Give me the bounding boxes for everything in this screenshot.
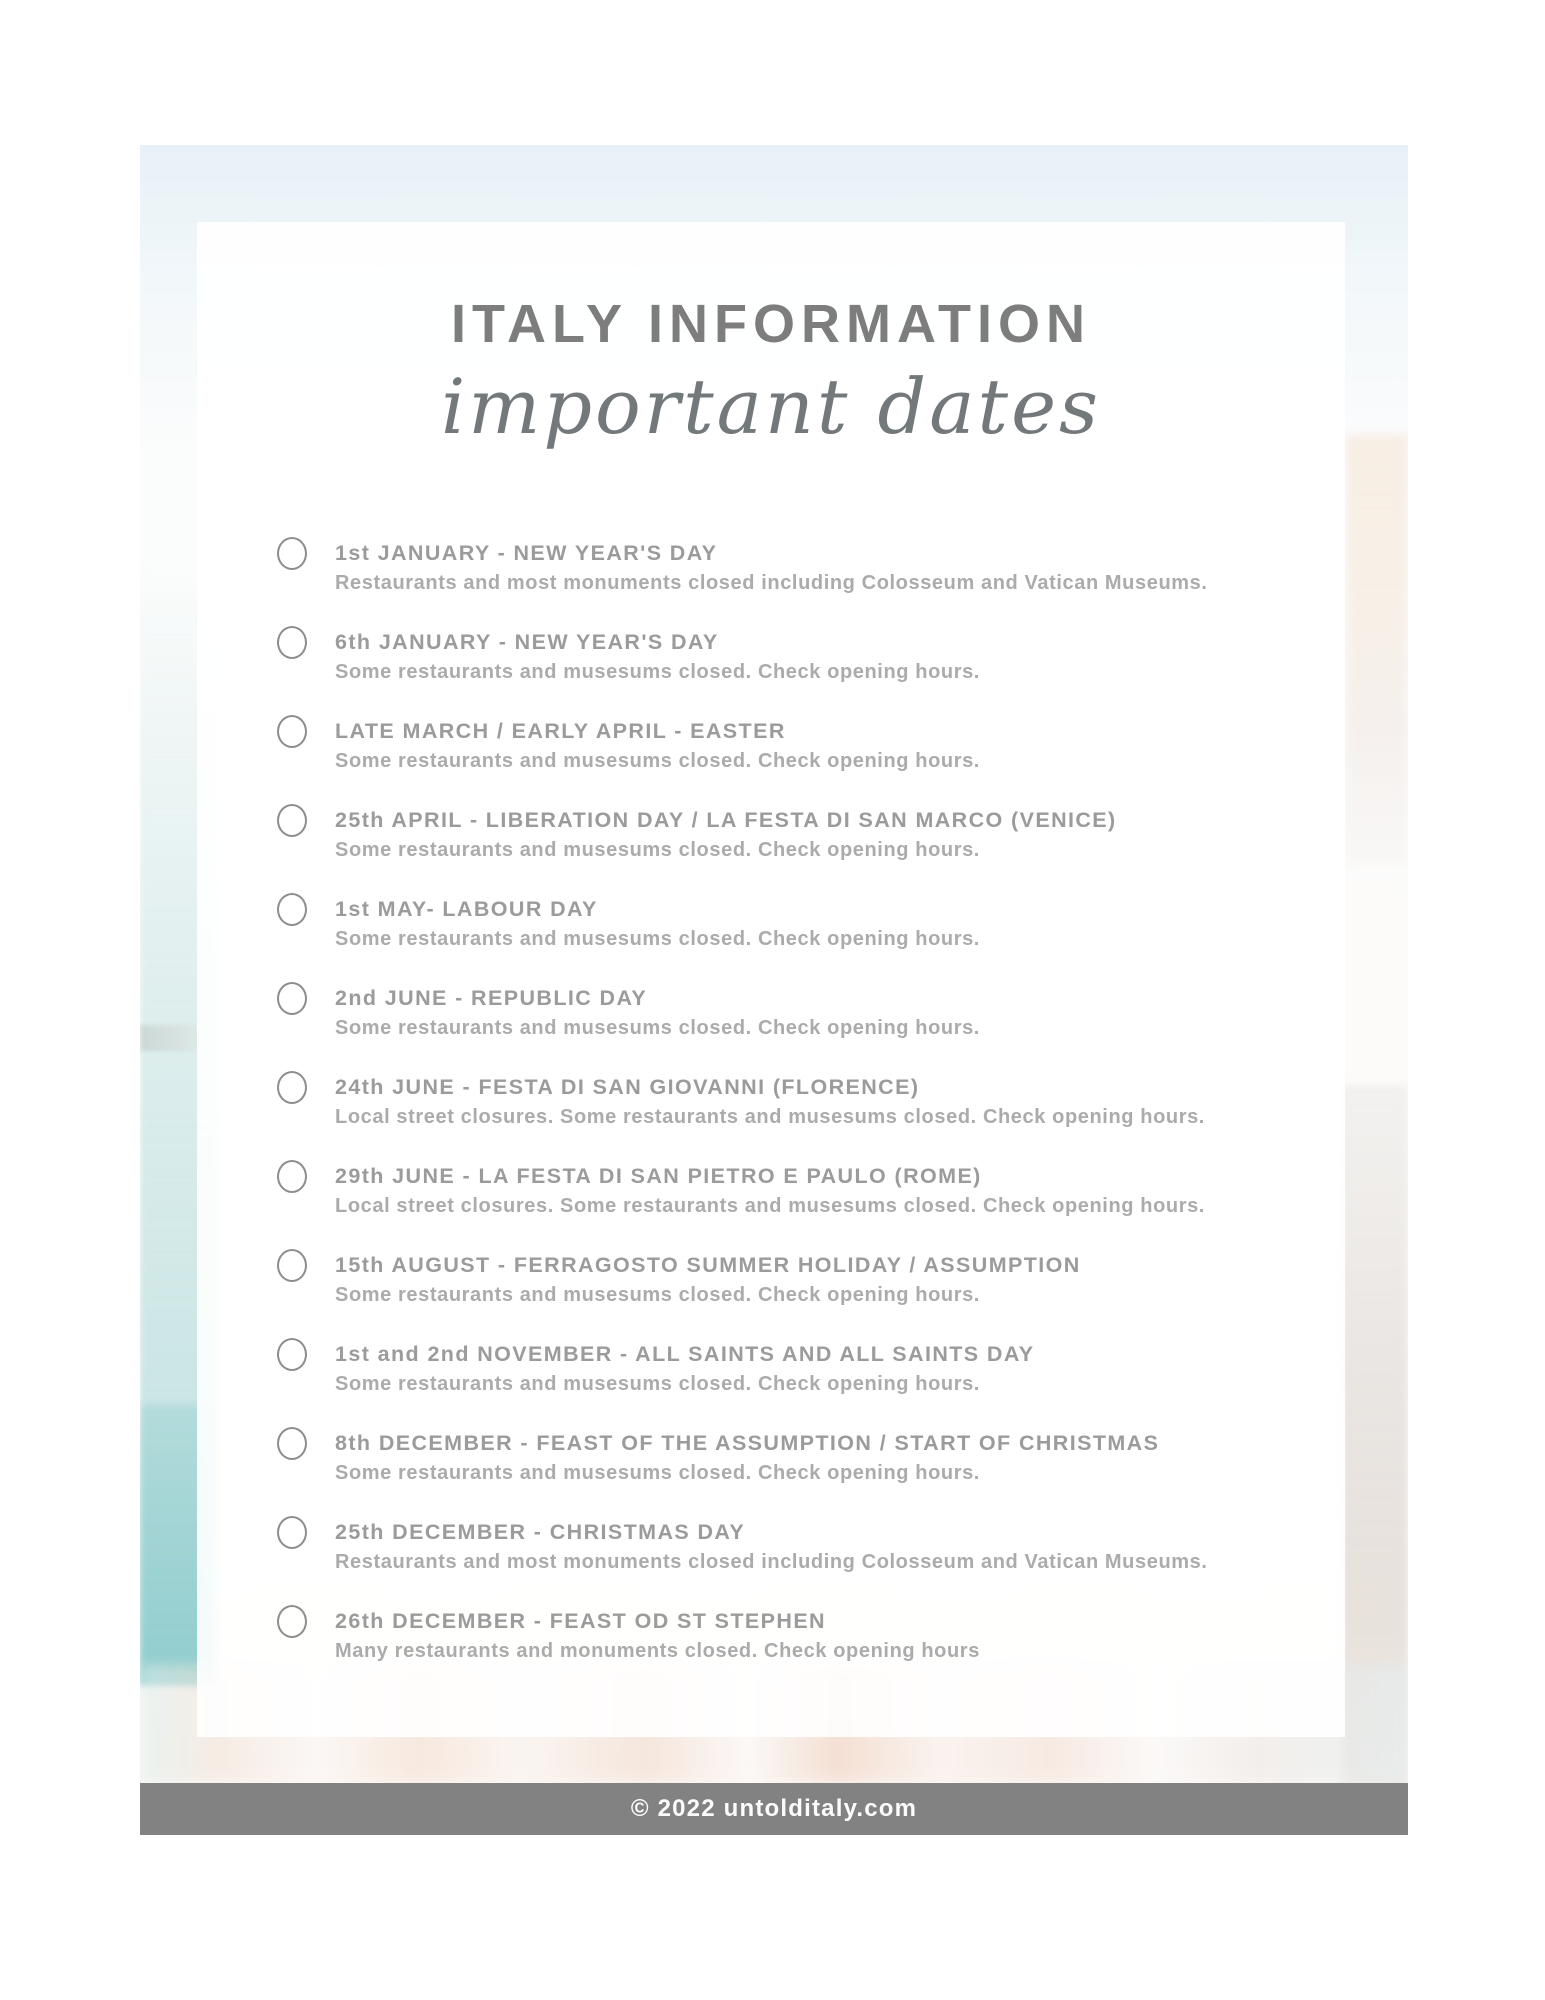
date-note: Some restaurants and musesums closed. Check opening hours.: [335, 839, 980, 861]
footer-bar: [140, 1783, 1408, 1835]
checkbox-circle[interactable]: [277, 715, 307, 748]
coastal-buildings-decor: [1346, 435, 1408, 865]
date-label: 25th DECEMBER - CHRISTMAS DAY: [335, 1520, 746, 1544]
date-label: 29th JUNE - LA FESTA DI SAN PIETRO E PAULO (ROME): [335, 1164, 982, 1188]
copyright-text: © 2022 untolditaly.com: [630, 1795, 918, 1822]
list-item: [277, 1163, 1345, 1220]
list-item: [277, 1519, 1345, 1576]
date-label: 26th DECEMBER - FEAST OD ST STEPHEN: [335, 1609, 826, 1633]
checkbox-circle[interactable]: [277, 1071, 307, 1104]
list-item: [277, 985, 1345, 1042]
list-item: [277, 1608, 1345, 1665]
date-label: 2nd JUNE - REPUBLIC DAY: [335, 986, 648, 1010]
date-note: Local street closures. Some restaurants and musesums closed. Check opening hours.: [335, 1195, 1205, 1217]
date-note: Some restaurants and musesums closed. Check opening hours.: [335, 1284, 980, 1306]
date-note: Some restaurants and musesums closed. Check opening hours.: [335, 1462, 980, 1484]
list-item: [277, 1252, 1345, 1309]
checkbox-circle[interactable]: [277, 1516, 307, 1549]
date-note: Many restaurants and monuments closed. Check opening hours: [335, 1640, 980, 1662]
date-note: Local street closures. Some restaurants and musesums closed. Check opening hours.: [335, 1106, 1205, 1128]
date-note: Some restaurants and musesums closed. Check opening hours.: [335, 1373, 980, 1395]
list-item: [277, 1341, 1345, 1398]
checkbox-circle[interactable]: [277, 1249, 307, 1282]
bell-tower-decor: [1342, 1085, 1408, 1785]
list-item: [277, 807, 1345, 864]
checkbox-circle[interactable]: [277, 1338, 307, 1371]
date-label: 24th JUNE - FESTA DI SAN GIOVANNI (FLORENCE): [335, 1075, 920, 1099]
checkbox-circle[interactable]: [277, 804, 307, 837]
list-item: [277, 1430, 1345, 1487]
content-panel: [197, 222, 1345, 1737]
date-note: Some restaurants and musesums closed. Check opening hours.: [335, 661, 980, 683]
checkbox-circle[interactable]: [277, 1160, 307, 1193]
date-label: 8th DECEMBER - FEAST OF THE ASSUMPTION / START OF CHRISTMAS: [335, 1431, 1160, 1455]
page-title: ITALY INFORMATION: [451, 294, 1091, 354]
background-photo: [140, 145, 1408, 1835]
list-item: [277, 896, 1345, 953]
list-item: [277, 629, 1345, 686]
checkbox-circle[interactable]: [277, 893, 307, 926]
checkbox-circle[interactable]: [277, 626, 307, 659]
list-item: [277, 540, 1345, 597]
date-label: LATE MARCH / EARLY APRIL - EASTER: [335, 719, 786, 743]
date-note: Some restaurants and musesums closed. Check opening hours.: [335, 1017, 980, 1039]
date-label: 25th APRIL - LIBERATION DAY / LA FESTA DI SAN MARCO (VENICE): [335, 808, 1117, 832]
date-label: 1st MAY- LABOUR DAY: [335, 897, 598, 921]
date-note: Restaurants and most monuments closed including Colosseum and Vatican Museums.: [335, 1551, 1208, 1573]
date-note: Some restaurants and musesums closed. Check opening hours.: [335, 928, 980, 950]
checkbox-circle[interactable]: [277, 982, 307, 1015]
date-label: 1st and 2nd NOVEMBER - ALL SAINTS AND ALL SAINTS DAY: [335, 1342, 1035, 1366]
page-subtitle: important dates: [440, 362, 1102, 451]
date-note: Some restaurants and musesums closed. Check opening hours.: [335, 750, 980, 772]
list-item: [277, 718, 1345, 775]
checkbox-circle[interactable]: [277, 1427, 307, 1460]
date-note: Restaurants and most monuments closed including Colosseum and Vatican Museums.: [335, 572, 1208, 594]
checkbox-circle[interactable]: [277, 1605, 307, 1638]
checkbox-circle[interactable]: [277, 537, 307, 570]
date-label: 15th AUGUST - FERRAGOSTO SUMMER HOLIDAY / ASSUMPTION: [335, 1253, 1081, 1277]
date-label: 1st JANUARY - NEW YEAR'S DAY: [335, 541, 718, 565]
list-item: [277, 1074, 1345, 1131]
important-dates-list: [277, 540, 1345, 1665]
date-label: 6th JANUARY - NEW YEAR'S DAY: [335, 630, 719, 654]
